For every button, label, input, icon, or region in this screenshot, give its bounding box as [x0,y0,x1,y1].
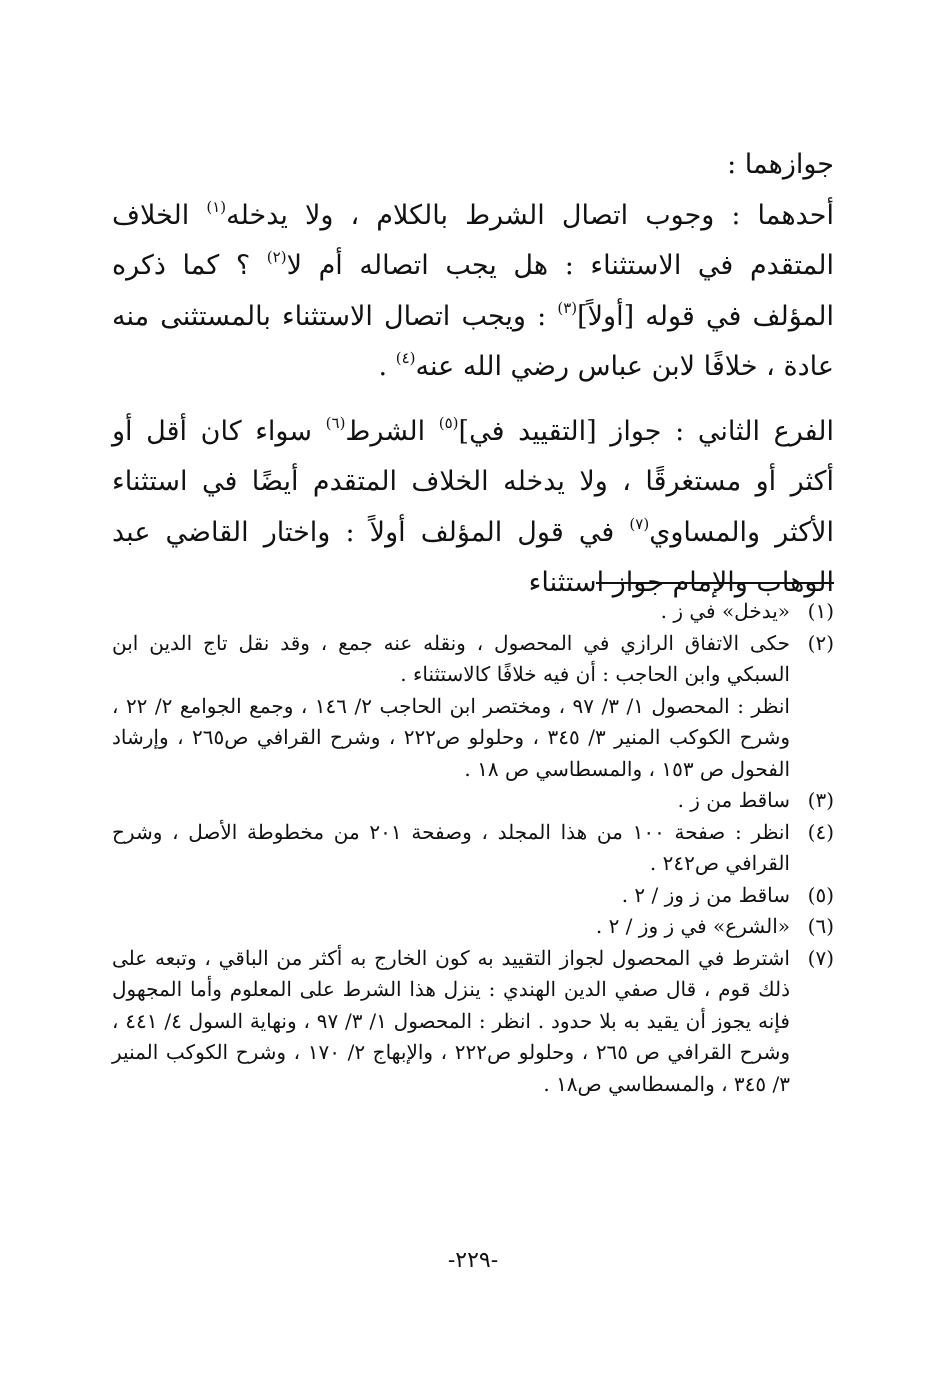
footnote-number: (٤) [807,819,834,844]
footnote-ref-3[interactable]: (٣) [557,298,578,317]
footnote-line: اشترط في المحصول لجواز التقييد به كون الخارج به أكثر من الباقي ، وتبعه على ذلك قوم ، قال صفي الدين الهندي : ينزل هذا الشرط على المعلوم وأما المجهول فإنه يجوز أن يقيد به بلا حدود . انظر : المحصول ١/ ٣/ ٩٧ ، ونهاية السول ٤/ ٤٤١ ، وشرح القرافي ص ٢٦٥ ، وحلولو ص٢٢٢ ، والإبهاج ٢/ ١٧٠ ، وشرح الكوكب المنير ٣/ ٣٤٥ ، والمسطاسي ص١٨ . [112,945,790,1096]
footnote-number: (٣) [807,788,834,812]
footnote-line: انظر : المحصول ١/ ٣/ ٩٧ ، ومختصر ابن الحاجب ٢/ ١٤٦ ، وجمع الجوامع ٢/ ٢٢ ، وشرح الكوكب المنير ٣/ ٣٤٥ ، وحلولو ص٢٢٢ ، وشرح القرافي ص٢٦٥ ، وإرشاد الفحول ص ١٥٣ ، والمسطاسي ص ١٨ . [112,693,790,781]
footnote-6 [112,911,834,943]
text-run: ؟ كما ذكره المؤلف في قوله [أولاً] [112,250,835,332]
footnote-7 [112,943,834,1101]
text-run: في قول المؤلف أولاً : واختار القاضي عبد الوهاب والإمام جواز استثناء [112,516,834,598]
footnote-2 [112,628,834,786]
paragraph-first-branch [112,191,834,393]
footnote-line: «يدخل» في ز . [660,599,790,623]
footnote-1 [112,596,834,628]
footnote-number: (٥) [807,882,834,907]
paragraph-second-branch [112,407,834,609]
footnote-body [112,880,790,912]
footnote-line: انظر : صفحة ١٠٠ من هذا المجلد ، وصفحة ٢٠١ من مخطوطة الأصل ، وشرح القرافي ص٢٤٢ . [112,819,790,875]
footnote-line: حكى الاتفاق الرازي في المحصول ، ونقله عنه جمع ، وقد نقل تاج الدين ابن السبكي وابن الحاجب : أن فيه خلافًا كالاستثناء . [112,630,790,686]
footnote-ref-5[interactable]: (٥) [438,413,459,432]
footnote-number: (٢) [807,630,834,655]
intro-line: جوازهما : [727,149,834,180]
footnote-ref-1[interactable]: (١) [206,197,227,216]
text-run: أحدهما : وجوب اتصال الشرط بالكلام ، ولا يدخله [226,199,834,231]
footnote-line: ساقط من ز . [677,788,790,812]
footnotes [112,596,834,1100]
text-run: سواء كان أقل أو أكثر أو مستغرقًا ، ولا يدخله الخلاف المتقدم أيضًا في استثناء الأكثر والمساوي [112,415,834,548]
footnote-ref-7[interactable]: (٧) [629,514,650,533]
main-text [112,140,834,609]
footnote-line: «الشرع» في ز وز / ٢ . [595,914,790,938]
footnote-number: (٦) [807,914,834,938]
page-number: -٢٢٩- [447,1248,499,1273]
text-run: : ويجب اتصال الاستثناء بالمستثنى منه عادة ، خلافًا لابن عباس رضي الله عنه [112,300,834,382]
footnote-ref-4[interactable]: (٤) [395,349,416,367]
footnote-ref-6[interactable]: (٦) [325,413,346,432]
footnote-number: (٧) [807,945,834,970]
footnote-body [112,785,790,817]
footnote-body [112,817,790,880]
text-run: الشرط [345,415,439,447]
footnote-4 [112,817,834,880]
footnote-line: ساقط من ز وز / ٢ . [621,882,790,907]
footnote-number: (١) [807,599,834,623]
footnote-body [112,596,790,628]
text-run: الخلاف المتقدم في الاستثناء : هل يجب اتصاله أم لا [112,199,834,281]
footnote-5 [112,880,834,912]
text-run: الفرع الثاني : جواز [التقييد في] [458,415,835,447]
footnote-body [112,911,790,943]
footnote-body [112,628,790,786]
footnote-3 [112,785,834,817]
footnote-separator [596,582,834,584]
text-run: . [378,351,396,382]
footnote-ref-2[interactable]: (٢) [266,248,287,266]
footnote-body [112,943,790,1101]
